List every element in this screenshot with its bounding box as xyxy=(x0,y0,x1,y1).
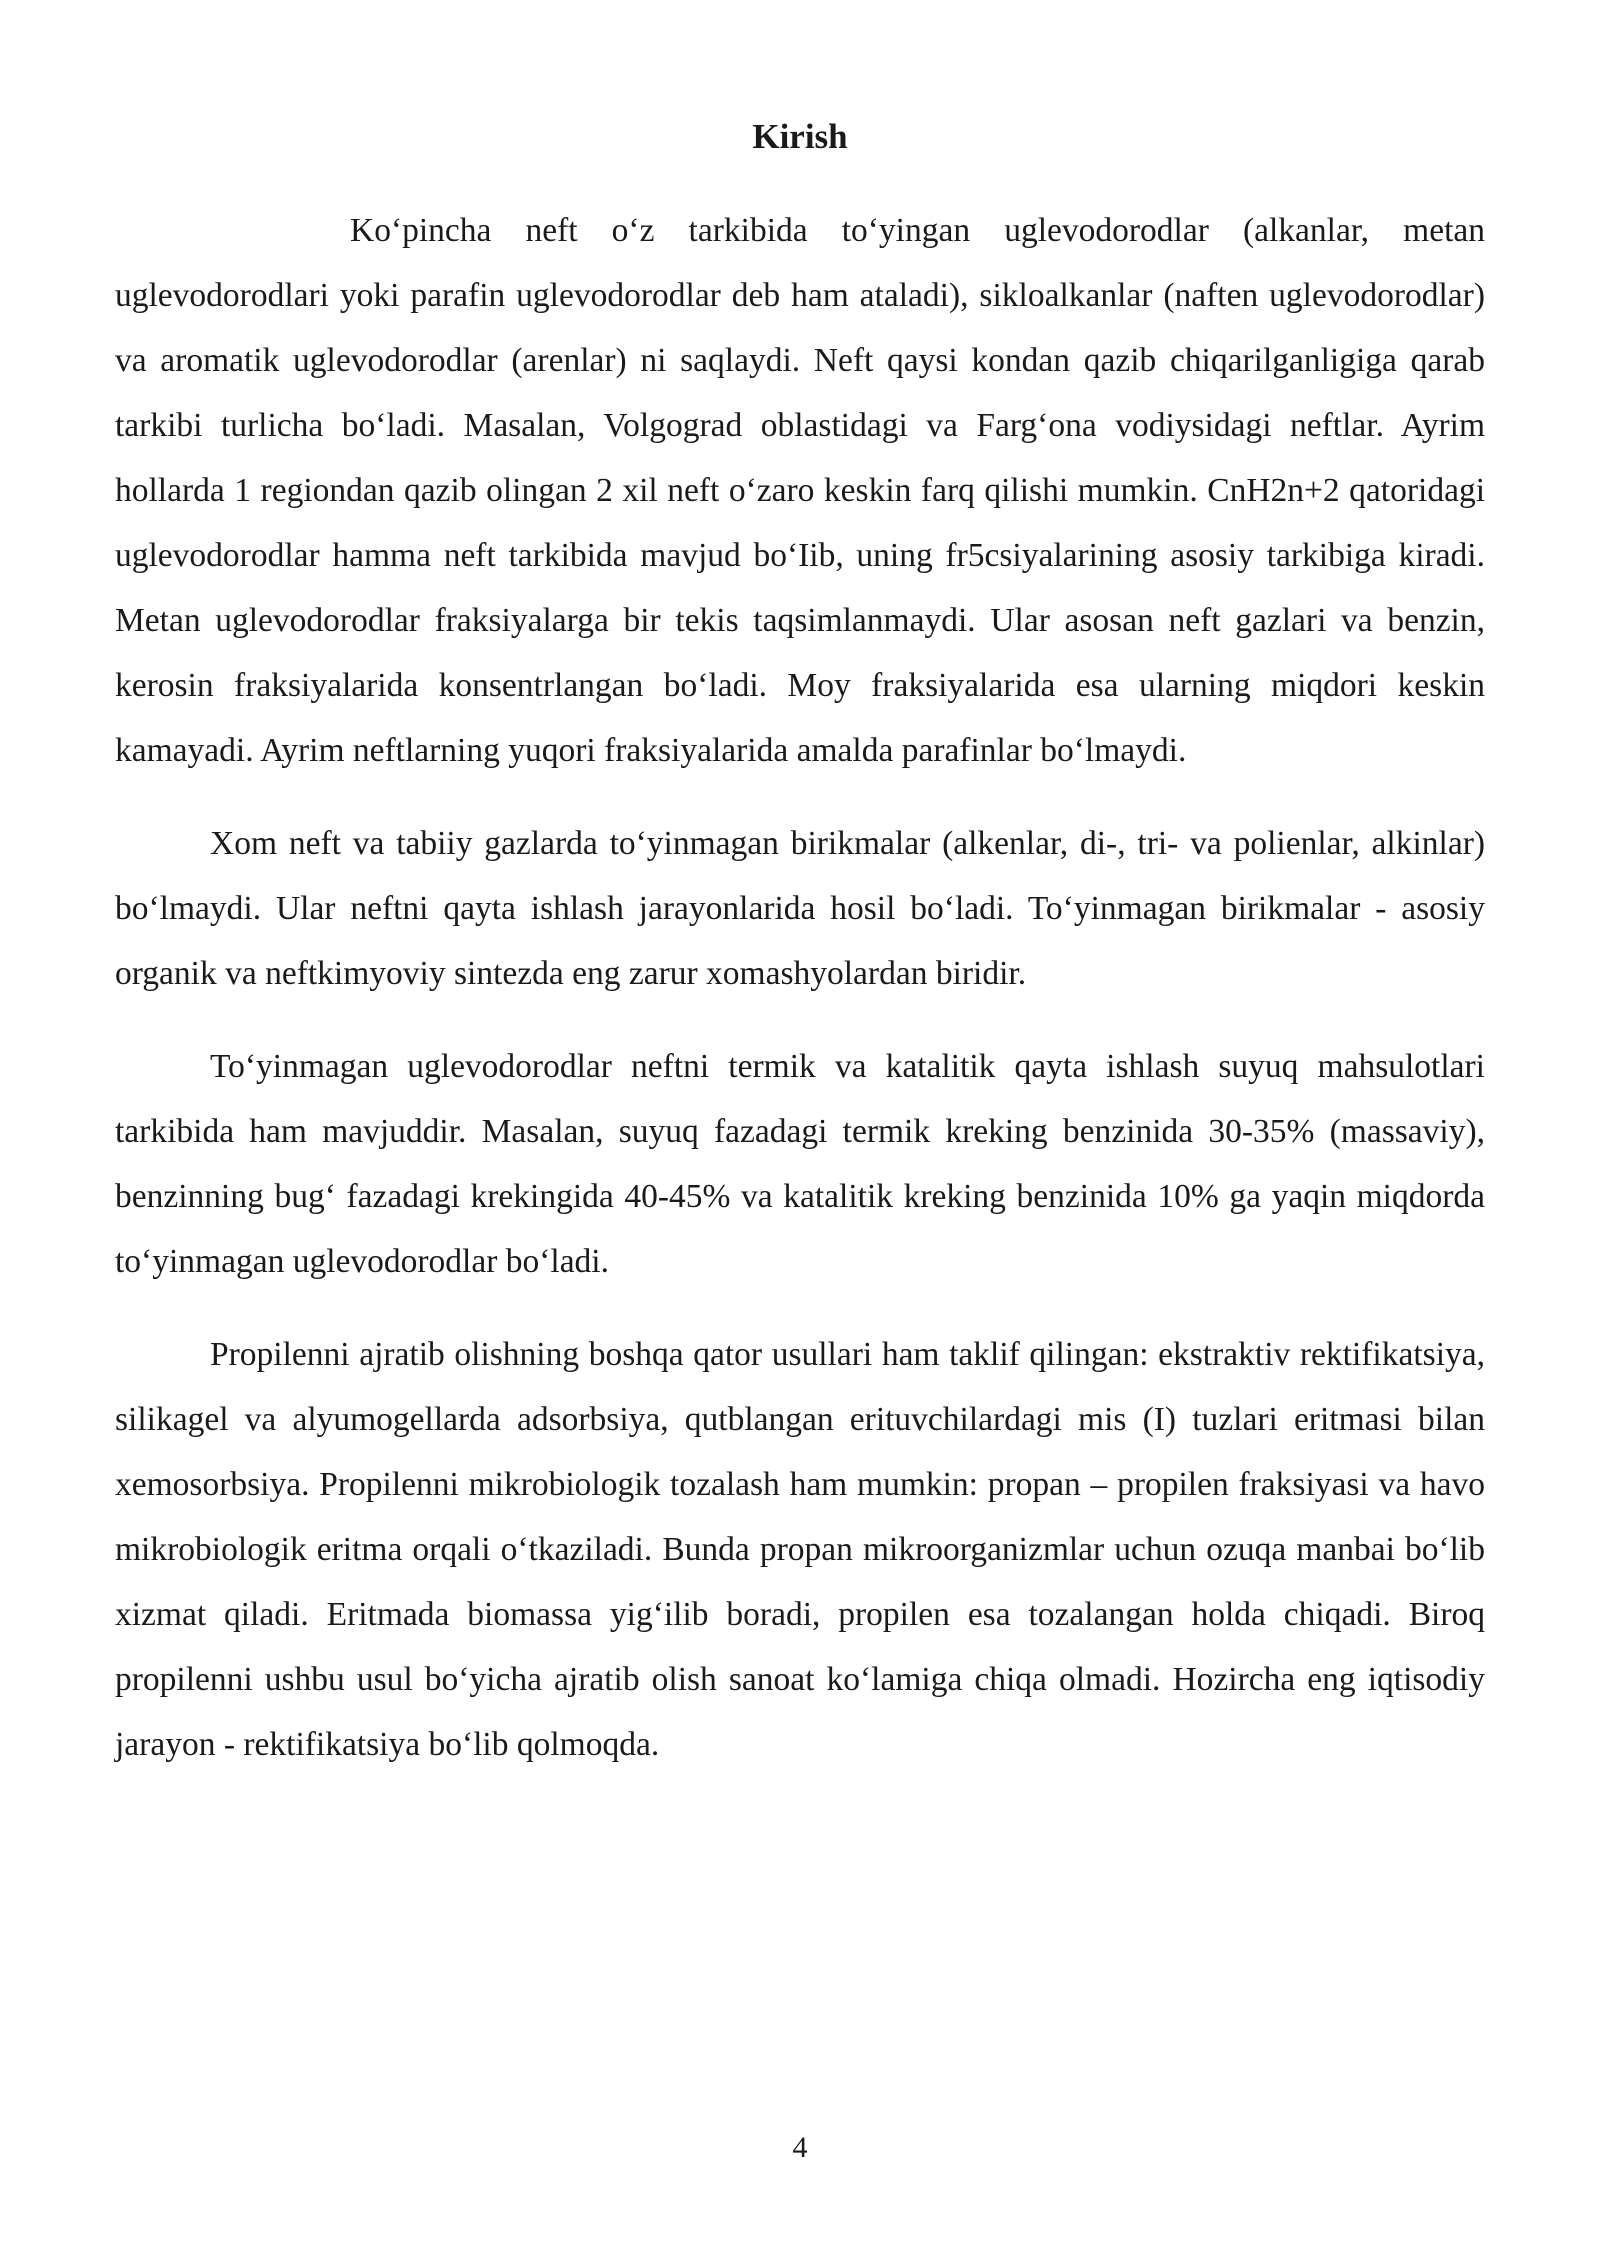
page-title: Kirish xyxy=(752,117,848,156)
page-number: 4 xyxy=(792,2131,808,2164)
document-body xyxy=(115,198,1485,1805)
paragraph-3: To‘yinmagan uglevodorodlar neftni termik va katalitik qayta ishlash suyuq mahsulotlari tarkibida ham mavjuddir. Masalan, suyuq fazadagi termik kreking benzinida 30-35% (massaviy), benzinning bug‘ fazadagi krekingida 40-45% va katalitik kreking benzinida 10% ga yaqin miqdorda to‘yinmagan uglevodorodlar bo‘ladi. xyxy=(115,1048,1485,1280)
paragraph-1: Ko‘pincha neft o‘z tarkibida to‘yingan uglevodorodlar (alkanlar, metan uglevodorodlari yoki parafin uglevodorodlar deb ham ataladi), sikloalkanlar (naften uglevodorodlar) va aromatik uglevodorodlar (arenlar) ni saqlaydi. Neft qaysi kondan qazib chiqarilganligiga qarab tarkibi turlicha bo‘ladi. Masalan, Volgograd oblastidagi va Farg‘ona vodiysidagi neftlar. Ayrim hollarda 1 regiondan qazib olingan 2 xil neft o‘zaro keskin farq qilishi mumkin. CnH2n+2 qatoridagi uglevodorodlar hamma neft tarkibida mavjud bo‘Iib, uning fr5csiyalarining asosiy tarkibiga kiradi. Metan uglevodorodlar fraksiyalarga bir tekis taqsimlanmaydi. Ular asosan neft gazlari va benzin, kerosin fraksiyalarida konsentrlangan bo‘ladi. Moy fraksiyalarida esa ularning miqdori keskin kamayadi. Ayrim neftlarning yuqori fraksiyalarida amalda parafinlar bo‘lmaydi. xyxy=(115,212,1485,769)
paragraph-4: Propilenni ajratib olishning boshqa qator usullari ham taklif qilingan: ekstraktiv rektifikatsiya, silikagel va alyumogellarda adsorbsiya, qutblangan erituvchilardagi mis (I) tuzlari eritmasi bilan xemosorbsiya. Propilenni mikrobiologik tozalash ham mumkin: propan – propilen fraksiyasi va havo mikrobiologik eritma orqali o‘tkaziladi. Bunda propan mikroorganizmlar uchun ozuqa manbai bo‘lib xizmat qiladi. Eritmada biomassa yig‘ilib boradi, propilen esa tozalangan holda chiqadi. Biroq propilenni ushbu usul bo‘yicha ajratib olish sanoat ko‘lamiga chiqa olmadi. Hozircha eng iqtisodiy jarayon - rektifikatsiya bo‘lib qolmoqda. xyxy=(115,1336,1485,1763)
paragraph-2: Xom neft va tabiiy gazlarda to‘yinmagan birikmalar (alkenlar, di-, tri- va polienlar, alkinlar) bo‘lmaydi. Ular neftni qayta ishlash jarayonlarida hosil bo‘ladi. To‘yinmagan birikmalar - asosiy organik va neftkimyoviy sintezda eng zarur xomashyolardan biridir. xyxy=(115,825,1485,992)
